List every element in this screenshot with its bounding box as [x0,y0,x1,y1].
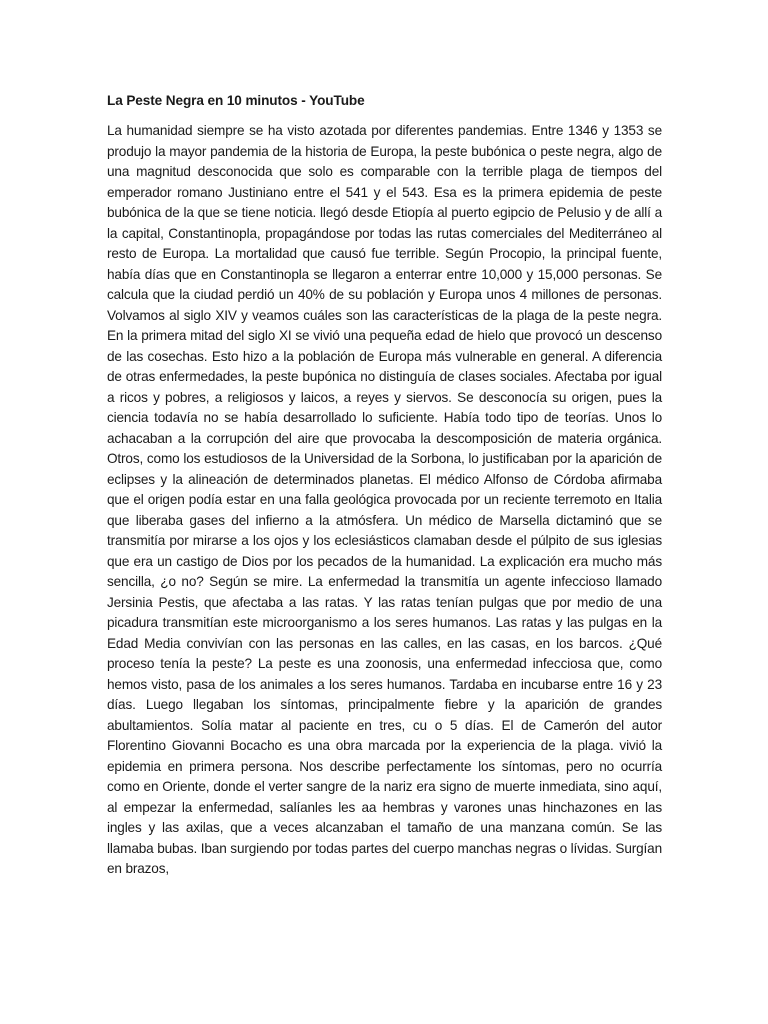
document-body: La humanidad siempre se ha visto azotada por diferentes pandemias. Entre 1346 y 1353 se produjo la mayor pandemia de la historia de Europa, la peste bubónica o peste negra, algo de una magnitud desconocida que solo es comparable con la terrible plaga de tiempos del emperador romano Justiniano entre el 541 y el 543. Esa es la primera epidemia de peste bubónica de la que se tiene noticia. llegó desde Etiopía al puerto egipcio de Pelusio y de allí a la capital, Constantinopla, propagándose por todas las rutas comerciales del Mediterráneo al resto de Europa. La mortalidad que causó fue terrible. Según Procopio, la principal fuente, había días que en Constantinopla se llegaron a enterrar entre 10,000 y 15,000 personas. Se calcula que la ciudad perdió un 40% de su población y Europa unos 4 millones de personas. Volvamos al siglo XIV y veamos cuáles son las características de la plaga de la peste negra. En la primera mitad del siglo XI se vivió una pequeña edad de hielo que provocó un descenso de las cosechas. Esto hizo a la población de Europa más vulnerable en general. A diferencia de otras enfermedades, la peste bupónica no distinguía de clases sociales. Afectaba por igual a ricos y pobres, a religiosos y laicos, a reyes y siervos. Se desconocía su origen, pues la ciencia todavía no se había desarrollado lo suficiente. Había todo tipo de teorías. Unos lo achacaban a la corrupción del aire que provocaba la descomposición de materia orgánica. Otros, como los estudiosos de la Universidad de la Sorbona, lo justificaban por la aparición de eclipses y la alineación de determinados planetas. El médico Alfonso de Córdoba afirmaba que el origen podía estar en una falla geológica provocada por un reciente terremoto en Italia que liberaba gases del infierno a la atmósfera. Un médico de Marsella dictaminó que se transmitía por mirarse a los ojos y los eclesiásticos clamaban desde el púlpito de sus iglesias que era un castigo de Dios por los pecados de la humanidad. La explicación era mucho más sencilla, ¿o no? Según se mire. La enfermedad la transmitía un agente infeccioso llamado Jersinia Pestis, que afectaba a las ratas. Y las ratas tenían pulgas que por medio de una picadura transmitían este microorganismo a los seres humanos. Las ratas y las pulgas en la Edad Media convivían con las personas en las calles, en las casas, en los barcos. ¿Qué proceso tenía la peste? La peste es una zoonosis, una enfermedad infecciosa que, como hemos visto, pasa de los animales a los seres humanos. Tardaba en incubarse entre 16 y 23 días. Luego llegaban los síntomas, principalmente fiebre y la aparición de grandes abultamientos. Solía matar al paciente en tres, cu o 5 días. El de Camerón del autor Florentino Giovanni Bocacho es una obra marcada por la experiencia de la plaga. vivió la epidemia en primera persona. Nos describe perfectamente los síntomas, pero no ocurría como en Oriente, donde el verter sangre de la nariz era signo de muerte inmediata, sino aquí, al empezar la enfermedad, salíanles les aa hembras y varones unas hinchazones en las ingles y las axilas, que a veces alcanzaban el tamaño de una manzana común. Se las llamaba bubas. Iban surgiendo por todas partes del cuerpo manchas negras o lívidas. Surgían en brazos, [107,123,662,876]
document-page [107,91,662,880]
document-title: La Peste Negra en 10 minutos - YouTube [107,93,365,108]
